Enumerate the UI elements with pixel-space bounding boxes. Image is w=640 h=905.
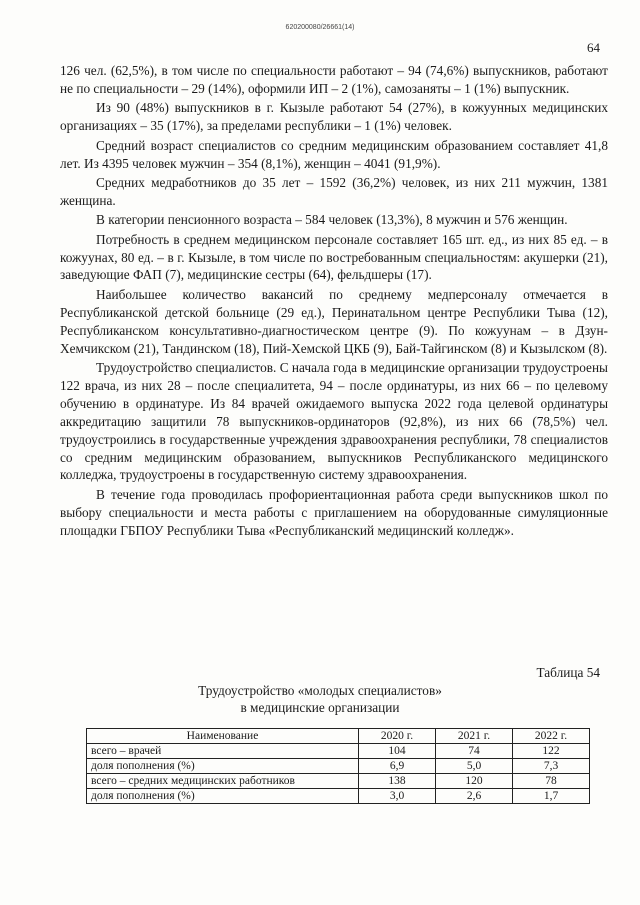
body-text [60,62,608,541]
table-number: Таблица 54 [536,665,600,680]
row-label: доля пополнения (%) [87,789,359,804]
paragraph: 126 чел. (62,5%), в том числе по специальности работают – 94 (74,6%) выпускников, работают не по специальности – 29 (14%), оформили ИП – 2 (1%), самозаняты – 1 (1%) выпускник. [60,63,608,96]
table-row [87,744,590,759]
cell-2020: 6,9 [359,759,436,774]
table-row [87,789,590,804]
employment-table [86,728,590,804]
paragraph: Наибольшее количество вакансий по среднему медперсоналу отмечается в Республиканской детской больнице (29 ед.), Перинатальном центре Республики Тыва (12), Республиканском консультативно-диагностическом центре (9). По кожуунам – в Дзун-Хемчикском (21), Тандинском (18), Пий-Хемской ЦКБ (9), Бай-Тайгинском (8) и Кызылском (8). [60,286,608,356]
table-row [87,759,590,774]
table-title-line: Трудоустройство «молодых специалистов» [198,683,442,698]
cell-2020: 138 [359,774,436,789]
row-label: доля пополнения (%) [87,759,359,774]
paragraph: В течение года проводилась профориентационная работа среди выпускников школ по выбору специальности и места работы с приглашением на оборудованные симуляционные площадки ГБПОУ Республики Тыва «Республиканский медицинский колледж». [60,486,608,538]
header-2022: 2022 г. [513,729,590,744]
paragraph: Трудоустройство специалистов. С начала года в медицинские организации трудоустроены 122 врача, из них 28 – после специалитета, 94 – после ординатуры, из них 66 – по целевому обучению в ординатуре. Из 84 врачей ожидаемого выпуска 2022 года целевой ординатуры аккредитацию защитили 78 выпускников-ординаторов (92,8%), из них 66 (78,5%) чел. трудоустроились в государственные учреждения здравоохранения республики, 78 специалистов со средним медицинским образованием, выпускников Республиканского медицинского колледжа, трудоустроены в государственную систему здравоохранения. [60,360,608,483]
cell-2021: 74 [436,744,513,759]
table-header-row [87,729,590,744]
cell-2021: 5,0 [436,759,513,774]
table-row [87,774,590,789]
paragraph: В категории пенсионного возраста – 584 человек (13,3%), 8 мужчин и 576 женщин. [96,212,568,228]
header-2021: 2021 г. [436,729,513,744]
row-label: всего – средних медицинских работников [87,774,359,789]
cell-2020: 104 [359,744,436,759]
paragraph: Из 90 (48%) выпускников в г. Кызыле работают 54 (27%), в кожуунных медицинских организациях – 35 (17%), за пределами республики – 1 (1%) человек. [60,100,608,134]
page-number: 64 [587,40,600,55]
table-title-line: в медицинские организации [240,700,400,715]
paragraph: Потребность в среднем медицинском персонале составляет 165 шт. ед., из них 85 ед. – в кожуунах, 80 ед. – в г. Кызыле, в том числе по востребованным специальностям: акушерки (21), заведующие ФАП (7), медицинские сестры (64), фельдшеры (17). [60,231,608,283]
row-label: всего – врачей [87,744,359,759]
cell-2022: 7,3 [513,759,590,774]
cell-2022: 122 [513,744,590,759]
cell-2022: 1,7 [513,789,590,804]
cell-2021: 2,6 [436,789,513,804]
cell-2022: 78 [513,774,590,789]
paragraph: Средних медработников до 35 лет – 1592 (36,2%) человек, из них 211 мужчин, 1381 женщина. [60,174,608,208]
table-title [0,682,640,716]
cell-2021: 120 [436,774,513,789]
paragraph: Средний возраст специалистов со средним медицинским образованием составляет 41,8 лет. Из 4395 человек мужчин – 354 (8,1%), женщин – 4041 (91,9%). [60,137,608,171]
cell-2020: 3,0 [359,789,436,804]
header-2020: 2020 г. [359,729,436,744]
document-id: 620200080/26661(14) [285,24,355,31]
header-name: Наименование [87,729,359,744]
